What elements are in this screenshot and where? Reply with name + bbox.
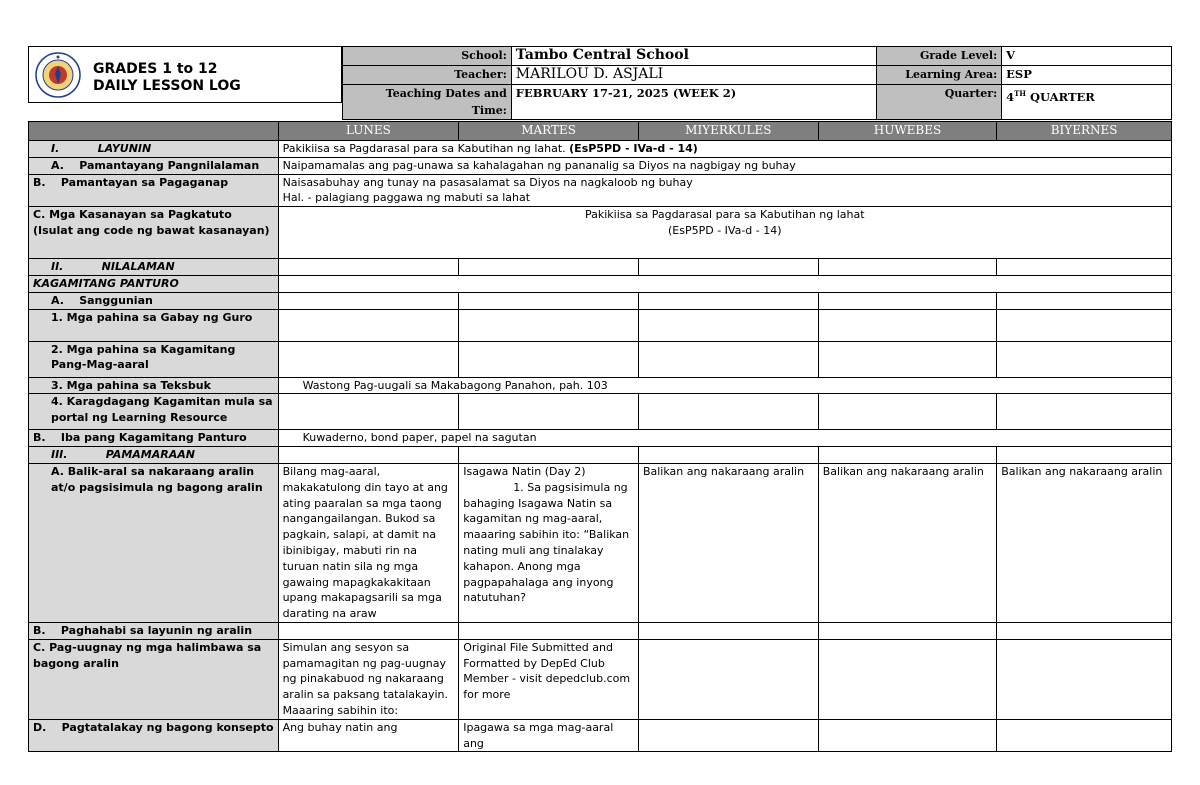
cell <box>278 259 459 276</box>
teksbuk-text: Wastong Pag-uugali sa Makabagong Panahon, pah. 103 <box>278 377 1171 394</box>
paghahabi-label: B. Paghahabi sa layunin ng aralin <box>29 622 279 639</box>
pangnilalaman-label: A. Pamantayang Pangnilalaman <box>29 157 279 174</box>
pagugnay-lunes: Simulan ang sesyon sa pamamagitan ng pag-uugnay ng pinakabuod ng nakaraang aralin sa paksang tatalakayin. Maaaring sabihin ito: <box>278 639 459 719</box>
nilalaman-label: II. NILALAMAN <box>29 259 279 276</box>
header-box <box>28 46 342 103</box>
cell <box>459 292 639 309</box>
cell <box>818 309 997 341</box>
cell <box>278 622 459 639</box>
cell <box>638 309 818 341</box>
cell <box>638 341 818 377</box>
balik-label: A. Balik-aral sa nakaraang aralin at/o pagsisimula ng bagong aralin <box>29 463 279 622</box>
day-lunes: LUNES <box>278 122 459 141</box>
cell <box>818 719 997 752</box>
corner-cell <box>29 122 279 141</box>
layunin-cell <box>278 141 1171 158</box>
row-paghahabi <box>29 622 1172 639</box>
row-nilalaman <box>29 259 1172 276</box>
cell <box>818 622 997 639</box>
day-biyernes: BIYERNES <box>997 122 1172 141</box>
lesson-log-table <box>28 121 1172 752</box>
teksbuk-label: 3. Mga pahina sa Teksbuk <box>29 377 279 394</box>
dates-label: Teaching Dates and Time: <box>343 85 512 120</box>
cell <box>818 447 997 464</box>
sanggunian-label: A. Sanggunian <box>29 292 279 309</box>
row-iba-pang-kagamitan <box>29 430 1172 447</box>
cell <box>818 639 997 719</box>
row-pagtatalakay <box>29 719 1172 752</box>
balik-martes-title: Isagawa Natin (Day 2) <box>463 464 586 478</box>
cell <box>818 259 997 276</box>
quarter-number: 4 <box>1006 89 1015 104</box>
cell <box>459 309 639 341</box>
quarter-label: Quarter: <box>877 85 1002 120</box>
layunin-text: Pakikiisa sa Pagdarasal para sa Kabutihan ng lahat. <box>282 142 570 155</box>
title-line1: GRADES 1 to 12 <box>93 61 218 77</box>
cell <box>459 447 639 464</box>
cell <box>278 394 459 430</box>
day-huwebes: HUWEBES <box>818 122 997 141</box>
row-balik-aral <box>29 463 1172 622</box>
area-value: ESP <box>1002 66 1172 85</box>
grade-value: V <box>1002 47 1172 66</box>
balik-biyernes: Balikan ang nakaraang aralin <box>997 463 1172 622</box>
balik-lunes: Bilang mag-aaral, makakatulong din tayo at ang ating paaralan sa mga taong nangangailangan. Bukod sa pagkain, salapi, at damit na ibinibigay, mabuti rin na turuan natin sila ng mga gawaing mapagkakakitaan upang makapagsarili sa mga darating na araw <box>278 463 459 622</box>
pagugnay-label: C. Pag-uugnay ng mga halimbawa sa bagong aralin <box>29 639 279 719</box>
cell <box>638 292 818 309</box>
day-miyerkules: MIYERKULES <box>638 122 818 141</box>
pagugnay-martes: Original File Submitted and Formatted by DepEd Club Member - visit depedclub.com for more <box>459 639 639 719</box>
kagamitan-label: KAGAMITANG PANTURO <box>29 275 279 292</box>
teacher-value: MARILOU D. ASJALI <box>511 66 876 85</box>
row-kagamitang-mag-aaral <box>29 341 1172 377</box>
iba-text: Kuwaderno, bond paper, papel na sagutan <box>278 430 1171 447</box>
cell <box>278 292 459 309</box>
cell <box>638 719 818 752</box>
cell <box>818 394 997 430</box>
pamamaraan-label: III. PAMAMARAAN <box>29 447 279 464</box>
row-pag-uugnay <box>29 639 1172 719</box>
row-teksbuk <box>29 377 1172 394</box>
cell <box>997 292 1172 309</box>
pagganap-line2: Hal. - palagiang paggawa ng mabuti sa lahat <box>282 191 531 205</box>
pagganap-label: B. Pamantayan sa Pagaganap <box>29 174 279 207</box>
cell <box>997 639 1172 719</box>
cell <box>997 719 1172 752</box>
balik-martes-body: 1. Sa pagsisimula ng bahaging Isagawa Natin sa kagamitan ng mag-aaral, maaaring sabihin ito: “Balikan nating muli ang tinalakay kahapon. Anong mga pagpapahalaga ang inyong natutuhan? <box>463 480 630 605</box>
cell <box>638 622 818 639</box>
quarter-value <box>1002 85 1172 120</box>
cell <box>997 394 1172 430</box>
pagtatalakay-label: D. Pagtatalakay ng bagong konsepto <box>29 719 279 752</box>
balik-huwebes: Balikan ang nakaraang aralin <box>818 463 997 622</box>
teacher-label: Teacher: <box>343 66 512 85</box>
quarter-suffix: TH <box>1014 89 1026 98</box>
row-pamamaraan <box>29 447 1172 464</box>
layunin-code: (EsP5PD - IVa-d - 14) <box>569 142 698 155</box>
cell <box>459 622 639 639</box>
quarter-word: QUARTER <box>1025 89 1095 104</box>
cell <box>638 639 818 719</box>
cell <box>997 447 1172 464</box>
kasanayan-label: C. Mga Kasanayan sa Pagkatuto (Isulat ang code ng bawat kasanayan) <box>29 207 279 259</box>
row-karagdagang <box>29 394 1172 430</box>
kasanayan-cell <box>278 207 1171 259</box>
gabay-label: 1. Mga pahina sa Gabay ng Guro <box>29 309 279 341</box>
balik-martes <box>459 463 639 622</box>
cell <box>278 309 459 341</box>
row-gabay <box>29 309 1172 341</box>
cell <box>638 394 818 430</box>
cell <box>278 341 459 377</box>
cell <box>818 341 997 377</box>
cell <box>997 309 1172 341</box>
deped-seal-icon <box>35 52 81 98</box>
row-kagamitan <box>29 275 1172 292</box>
school-value: Tambo Central School <box>511 47 876 66</box>
day-martes: MARTES <box>459 122 639 141</box>
row-kasanayan <box>29 207 1172 259</box>
days-header-row <box>29 122 1172 141</box>
cell <box>997 259 1172 276</box>
cell <box>997 622 1172 639</box>
pangnilalaman-text: Naipamamalas ang pag-unawa sa kahalagahan ng pananalig sa Diyos na nagbigay ng buhay <box>278 157 1171 174</box>
title-line2: DAILY LESSON LOG <box>93 78 241 94</box>
kasanayan-line1: Pakikiisa sa Pagdarasal para sa Kabutihan ng lahat <box>584 208 865 222</box>
row-pagganap <box>29 174 1172 207</box>
layunin-label: I. LAYUNIN <box>29 141 279 158</box>
cell <box>459 259 639 276</box>
info-table <box>342 46 1172 120</box>
cell <box>997 341 1172 377</box>
cell <box>818 292 997 309</box>
cell <box>278 275 1171 292</box>
balik-miyerkules: Balikan ang nakaraang aralin <box>638 463 818 622</box>
pagganap-line1: Naisasabuhay ang tunay na pasasalamat sa Diyos na nagkaloob ng buhay <box>282 175 693 189</box>
dates-value: FEBRUARY 17-21, 2025 (WEEK 2) <box>511 85 876 120</box>
pagtatalakay-martes: Ipagawa sa mga mag-aaral ang <box>459 719 639 752</box>
area-label: Learning Area: <box>877 66 1002 85</box>
pagtatalakay-lunes: Ang buhay natin ang <box>278 719 459 752</box>
row-pangnilalaman <box>29 157 1172 174</box>
cell <box>638 259 818 276</box>
cell <box>459 394 639 430</box>
kasanayan-line2: (EsP5PD - IVa-d - 14) <box>668 223 782 237</box>
grade-label: Grade Level: <box>877 47 1002 66</box>
cell <box>459 341 639 377</box>
pagganap-cell <box>278 174 1171 207</box>
row-sanggunian <box>29 292 1172 309</box>
cell <box>638 447 818 464</box>
row-layunin <box>29 141 1172 158</box>
page-title <box>93 61 241 95</box>
school-label: School: <box>343 47 512 66</box>
kagamitang-label: 2. Mga pahina sa Kagamitang Pang-Mag-aaral <box>29 341 279 377</box>
cell <box>278 447 459 464</box>
iba-label: B. Iba pang Kagamitang Panturo <box>29 430 279 447</box>
karagdagang-label: 4. Karagdagang Kagamitan mula sa portal ng Learning Resource <box>29 394 279 430</box>
